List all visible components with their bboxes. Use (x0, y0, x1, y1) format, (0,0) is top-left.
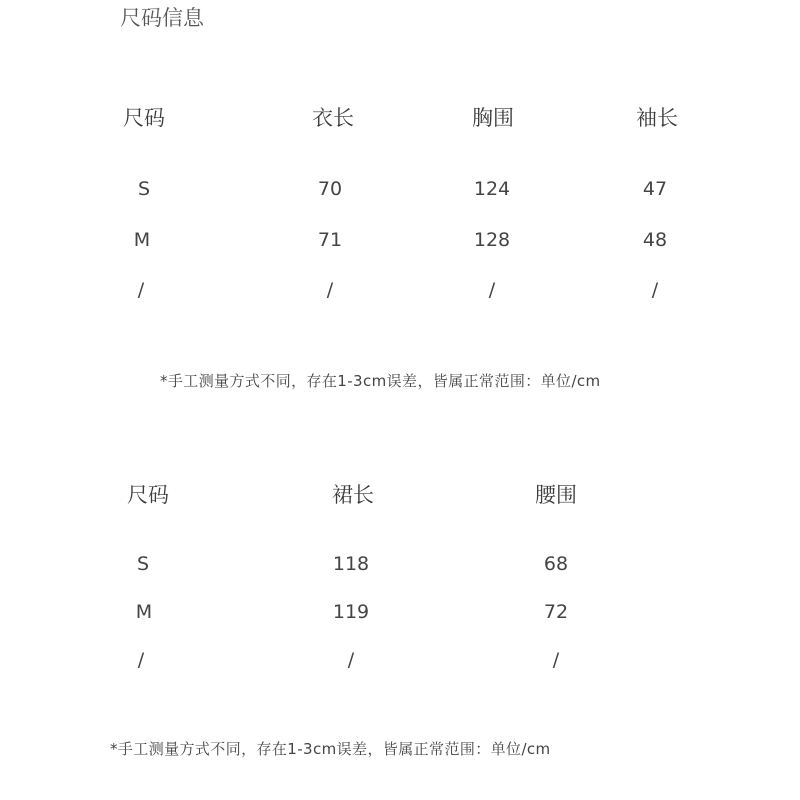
measurement-note: *手工测量方式不同，存在1-3cm误差，皆属正常范围：单位/cm (160, 372, 601, 390)
cell-sleeve: / (651, 279, 659, 301)
header-chest: 胸围 (472, 106, 514, 130)
cell-skirt-length: / (347, 649, 355, 671)
cell-chest: 124 (473, 178, 511, 200)
header-skirt-length: 裙长 (332, 483, 374, 507)
cell-waist: 68 (543, 553, 569, 575)
header-waist: 腰围 (535, 483, 577, 507)
cell-length: / (326, 279, 334, 301)
page-title: 尺码信息 (120, 6, 204, 30)
cell-skirt-length: 118 (332, 553, 370, 575)
cell-waist: / (552, 649, 560, 671)
cell-sleeve: 47 (642, 178, 668, 200)
header-sleeve: 袖长 (636, 106, 678, 130)
cell-chest: / (488, 279, 496, 301)
cell-size: / (137, 279, 145, 301)
cell-skirt-length: 119 (332, 601, 370, 623)
cell-size: M (133, 229, 151, 251)
measurement-note: *手工测量方式不同，存在1-3cm误差，皆属正常范围：单位/cm (110, 740, 551, 758)
header-size: 尺码 (123, 106, 165, 130)
cell-size: M (135, 601, 153, 623)
cell-length: 70 (317, 178, 343, 200)
cell-size: S (136, 553, 150, 575)
cell-sleeve: 48 (642, 229, 668, 251)
header-length: 衣长 (312, 106, 354, 130)
cell-chest: 128 (473, 229, 511, 251)
cell-length: 71 (317, 229, 343, 251)
cell-size: S (137, 178, 151, 200)
header-size: 尺码 (127, 483, 169, 507)
cell-size: / (137, 649, 145, 671)
cell-waist: 72 (543, 601, 569, 623)
